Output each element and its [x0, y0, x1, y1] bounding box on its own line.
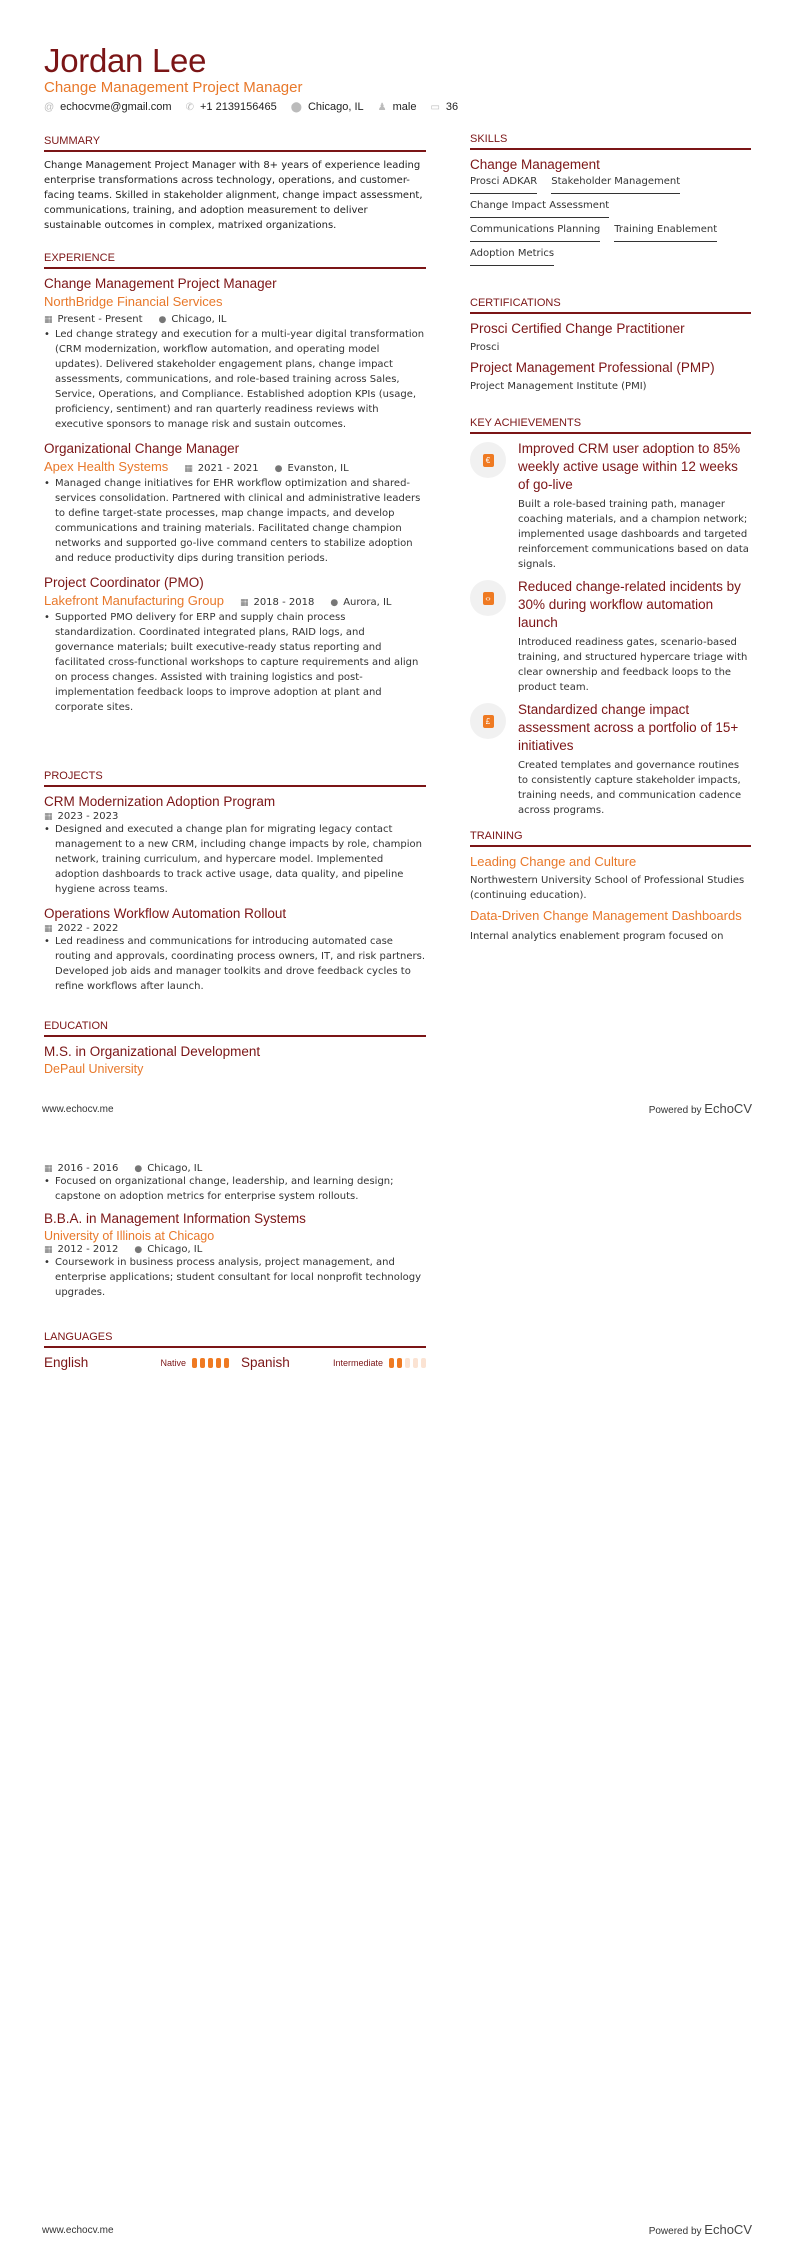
- edu-bullet: • Focused on organizational change, leadership, and learning design; capstone on adoption metrics for enterprise system rollouts.: [44, 1174, 426, 1204]
- contact-email[interactable]: [44, 101, 172, 113]
- contact-bar: [44, 101, 458, 113]
- dates-text: Present - Present: [57, 314, 143, 325]
- email-text: echocvme@gmail.com: [60, 101, 172, 113]
- project-dates: [44, 811, 118, 822]
- location-text: Chicago, IL: [307, 101, 364, 113]
- footer-site-link[interactable]: www.echocv.me: [42, 1104, 114, 1115]
- section-heading: TRAINING: [470, 830, 751, 847]
- edu-dates: [44, 1163, 118, 1174]
- calendar-icon: ▦: [44, 1164, 53, 1174]
- edu-location: [134, 1163, 202, 1174]
- footer-site-link[interactable]: www.echocv.me: [42, 2225, 114, 2236]
- powered-label: Powered by: [648, 2226, 702, 2237]
- rating-dot: [389, 1358, 394, 1368]
- experience-item: [44, 574, 426, 715]
- language-rating: [389, 1358, 426, 1368]
- training-text: Internal analytics enablement program focused on: [470, 931, 724, 942]
- job-dates: [184, 463, 258, 474]
- footer-powered[interactable]: [649, 1101, 752, 1116]
- rating-dot: [413, 1358, 418, 1368]
- achievement-text: Created templates and governance routines to consistently capture stakeholder impacts, training needs, and communication cadence across programs.: [518, 760, 742, 816]
- at-icon: @: [44, 102, 55, 113]
- project-item: [44, 793, 426, 897]
- job-location: [159, 314, 227, 325]
- calendar-icon: ▦: [184, 464, 193, 474]
- section-heading: CERTIFICATIONS: [470, 297, 751, 314]
- location-icon: ●: [134, 1245, 143, 1255]
- project-bullet: • Designed and executed a change plan for migrating legacy contact management to a new CRM, including change impacts by role, champion network, training curriculum, and hypercare model. Implemented adoption dashboards to track active usage, data quality, and pipeline hygiene across teams.: [44, 822, 426, 897]
- edu-school: DePaul University: [44, 1062, 144, 1076]
- user-icon: ♟: [377, 102, 387, 113]
- calendar-icon: ▦: [44, 315, 53, 325]
- edu-dates: [44, 1244, 118, 1255]
- age-text: 36: [445, 101, 459, 113]
- dates-text: 2012 - 2012: [57, 1244, 119, 1255]
- contact-age: [430, 101, 458, 113]
- dates-text: 2021 - 2021: [197, 463, 259, 474]
- project-bullet: • Led readiness and communications for introducing automated case routing and approvals, coordinating process owners, IT, and risk partners. Developed job aids and manager toolkits and drove feedback cycles to refine workflows after launch.: [44, 934, 426, 994]
- experience-section: [44, 252, 426, 723]
- job-company: Lakefront Manufacturing Group: [44, 593, 224, 608]
- brand-logo: EchoCV: [704, 1101, 752, 1116]
- dates-text: 2018 - 2018: [253, 597, 315, 608]
- rating-dot: [216, 1358, 221, 1368]
- rating-dot: [405, 1358, 410, 1368]
- phone-text: +1 2139156465: [199, 101, 277, 113]
- job-role: Project Coordinator (PMO): [44, 575, 204, 590]
- achievement-text: Built a role-based training path, manager coaching materials, and a champion network; implemented usage dashboards and targeted reinforcement communications based on data signals.: [518, 499, 749, 570]
- achievement-title: Reduced change-related incidents by 30% during workflow automation launch: [518, 579, 741, 630]
- calendar-icon: ▦: [44, 924, 53, 934]
- job-company: Apex Health Systems: [44, 459, 169, 474]
- rating-dot: [200, 1358, 205, 1368]
- skill-tag: Training Enablement: [614, 224, 717, 242]
- projects-section: [44, 770, 426, 1002]
- section-heading: LANGUAGES: [44, 1331, 426, 1348]
- location-icon: ⬤: [290, 102, 302, 113]
- job-role: Organizational Change Manager: [44, 441, 240, 456]
- cert-name: Project Management Professional (PMP): [470, 360, 715, 375]
- job-bullet: • Managed change initiatives for EHR workflow optimization and shared-services consolidation. Partnered with clinical and administrative leaders to define target-state processes, map change impacts, and develop communications and training materials. Facilitated change champion networks and supported go-live command centers to stabilize adoption and reduce productivity dips during transition periods.: [44, 476, 426, 566]
- cert-issuer: Project Management Institute (PMI): [470, 381, 647, 392]
- calendar-icon: ▦: [239, 598, 249, 608]
- language-level: Intermediate: [332, 1358, 383, 1368]
- brand-logo: EchoCV: [704, 2222, 752, 2237]
- project-name: Operations Workflow Automation Rollout: [44, 906, 287, 921]
- contact-gender: [378, 101, 417, 113]
- skills-section: [470, 133, 751, 266]
- rating-dot: [192, 1358, 197, 1368]
- language-name: Spanish: [241, 1355, 290, 1370]
- experience-item: [44, 440, 426, 566]
- language-name: English: [44, 1355, 89, 1370]
- dates-text: 2023 - 2023: [57, 811, 119, 822]
- training-name: Leading Change and Culture: [470, 854, 637, 869]
- education-continued: [44, 1163, 426, 1300]
- calendar-icon: ▭: [430, 102, 440, 113]
- calendar-icon: ▦: [44, 812, 53, 822]
- location-icon: ●: [274, 464, 283, 474]
- language-rating: [192, 1358, 229, 1368]
- skill-tag: Stakeholder Management: [551, 176, 680, 194]
- rating-dot: [208, 1358, 213, 1368]
- achievement-title: Standardized change impact assessment across a portfolio of 15+ initiatives: [518, 702, 739, 753]
- project-dates: [44, 923, 118, 934]
- edu-location: [134, 1244, 202, 1255]
- language-item: [44, 1354, 229, 1372]
- summary-text: Change Management Project Manager with 8+ years of experience leading enterprise transformations across technology, operations, and customer-facing teams. Skilled in stakeholder alignment, change impact assessment, communications, training, and adoption measurement to deliver sustainable outcomes in complex, matrixed organizations.: [44, 160, 423, 231]
- achievement-item: [470, 701, 751, 818]
- section-heading: EXPERIENCE: [44, 252, 426, 269]
- powered-label: Powered by: [648, 1105, 702, 1116]
- location-icon: ●: [330, 598, 339, 608]
- edu-school: University of Illinois at Chicago: [44, 1229, 215, 1243]
- skill-tag: Change Impact Assessment: [470, 200, 609, 218]
- dates-text: 2022 - 2022: [57, 923, 119, 934]
- skill-tag: Adoption Metrics: [470, 248, 554, 266]
- summary-section: [44, 135, 426, 233]
- rating-dot: [224, 1358, 229, 1368]
- location-text: Chicago, IL: [171, 314, 227, 325]
- project-item: [44, 905, 426, 994]
- achievement-title: Improved CRM user adoption to 85% weekly active usage within 12 weeks of go-live: [518, 441, 741, 492]
- achievements-section: [470, 417, 751, 824]
- job-location: [330, 597, 391, 608]
- job-role: Change Management Project Manager: [44, 276, 277, 291]
- contact-location: [291, 101, 364, 113]
- cert-issuer: Prosci: [470, 342, 500, 353]
- location-text: Evanston, IL: [287, 463, 349, 474]
- achievement-text: Introduced readiness gates, scenario-based training, and structured hypercare triage with clear ownership and feedback loops to the product team.: [518, 637, 748, 693]
- location-text: Chicago, IL: [147, 1163, 203, 1174]
- edu-bullet: • Coursework in business process analysis, project management, and enterprise applications; student consultant for local nonprofit technology upgrades.: [44, 1255, 426, 1300]
- rating-dot: [397, 1358, 402, 1368]
- section-heading: EDUCATION: [44, 1020, 426, 1037]
- edu-degree: B.B.A. in Management Information Systems: [44, 1211, 306, 1226]
- section-heading: KEY ACHIEVEMENTS: [470, 417, 751, 434]
- edu-degree: M.S. in Organizational Development: [44, 1044, 261, 1059]
- location-text: Chicago, IL: [147, 1244, 203, 1255]
- experience-item: [44, 275, 426, 432]
- skill-tag: Prosci ADKAR: [470, 176, 537, 194]
- languages-section: [44, 1331, 426, 1372]
- language-level: Native: [160, 1358, 186, 1368]
- euro-file-icon: €: [483, 454, 494, 467]
- dates-text: 2016 - 2016: [57, 1163, 119, 1174]
- job-company: NorthBridge Financial Services: [44, 294, 223, 309]
- gender-text: male: [392, 101, 417, 113]
- skill-group: Change Management: [470, 157, 600, 172]
- candidate-name: Jordan Lee: [44, 42, 207, 79]
- footer-powered[interactable]: [649, 2222, 752, 2237]
- job-bullet: • Led change strategy and execution for a multi-year digital transformation (CRM modernization, workflow automation, and operating model updates). Delivered stakeholder engagement plans, change impact assessments, communications, and role-based training across Sales, Service, Operations, and Compliance. Established adoption KPIs (usage, proficiency, sentiment) and ran quarterly readiness reviews with executive sponsors to manage risk and sustain outcomes.: [44, 327, 426, 432]
- pound-file-icon: £: [483, 715, 494, 728]
- calendar-icon: ▦: [44, 1245, 53, 1255]
- cert-name: Prosci Certified Change Practitioner: [470, 321, 685, 336]
- location-icon: ●: [158, 315, 167, 325]
- language-item: [241, 1354, 426, 1372]
- phone-icon: ✆: [185, 102, 194, 113]
- certifications-section: [470, 297, 751, 394]
- achievement-item: [470, 440, 751, 572]
- candidate-title: Change Management Project Manager: [44, 79, 303, 96]
- education-section: [44, 1020, 426, 1077]
- job-dates: [44, 314, 143, 325]
- job-dates: [240, 597, 314, 608]
- job-bullet: • Supported PMO delivery for ERP and supply chain process standardization. Coordinated integrated plans, RAID logs, and governance materials; built executive-ready status reporting and facilitated cross-functional workshops to capture requirements and align on process changes. Assisted with training logistics and post-implementation feedback loops to improve adoption at plant and corporate sites.: [44, 610, 426, 715]
- rating-dot: [421, 1358, 426, 1368]
- code-icon: ‹›: [483, 592, 494, 605]
- training-name: Data-Driven Change Management Dashboards: [470, 908, 742, 923]
- contact-phone[interactable]: [186, 101, 277, 113]
- project-name: CRM Modernization Adoption Program: [44, 794, 276, 809]
- achievement-item: [470, 578, 751, 695]
- section-heading: PROJECTS: [44, 770, 426, 787]
- training-section: [470, 830, 751, 944]
- section-heading: SUMMARY: [44, 135, 426, 152]
- location-icon: ●: [134, 1164, 143, 1174]
- training-text: Northwestern University School of Professional Studies (continuing education).: [470, 875, 745, 901]
- section-heading: SKILLS: [470, 133, 751, 150]
- job-location: [275, 463, 349, 474]
- skill-tag: Communications Planning: [470, 224, 600, 242]
- location-text: Aurora, IL: [343, 597, 392, 608]
